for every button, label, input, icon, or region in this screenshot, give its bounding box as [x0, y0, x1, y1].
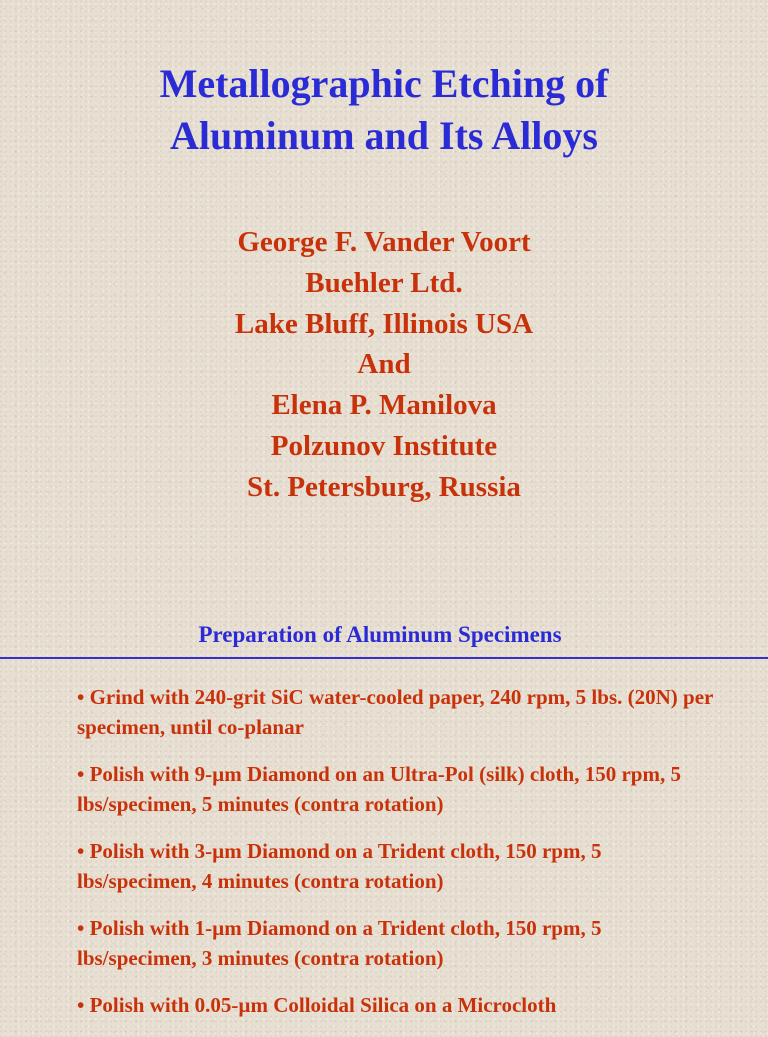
document-title — [0, 58, 768, 162]
preparation-slide — [0, 600, 768, 1024]
author-location: St. Petersburg, Russia — [247, 470, 521, 503]
bullet-item: • Polish with 3-µm Diamond on a Trident cloth, 150 rpm, 5 lbs/specimen, 4 minutes (contra rotation) — [77, 839, 602, 893]
author-affiliation: Buehler Ltd. — [305, 266, 463, 299]
bullet-item: • Polish with 9-µm Diamond on an Ultra-Pol (silk) cloth, 150 rpm, 5 lbs/specimen, 5 minutes (contra rotation) — [77, 762, 681, 816]
heading-divider — [0, 657, 768, 659]
author-location: Lake Bluff, Illinois USA — [234, 307, 534, 340]
author-name: George F. Vander Voort — [237, 226, 531, 258]
author-name: Elena P. Manilova — [271, 389, 497, 422]
author-block — [0, 222, 768, 508]
author-affiliation: Polzunov Institute — [270, 429, 498, 462]
bullet-item: • Grind with 240-grit SiC water-cooled paper, 240 rpm, 5 lbs. (20N) per specimen, until co-planar — [77, 685, 713, 739]
bullet-item: • Polish with 0.05-µm Colloidal Silica on a Microcloth — [77, 993, 557, 1017]
author-conjunction: And — [357, 348, 411, 381]
title-line: Aluminum and Its Alloys — [170, 113, 598, 158]
bullet-list — [77, 682, 717, 1037]
section-heading: Preparation of Aluminum Specimens — [198, 622, 562, 647]
title-line: Metallographic Etching of — [159, 61, 609, 106]
bullet-item: • Polish with 1-µm Diamond on a Trident cloth, 150 rpm, 5 lbs/specimen, 3 minutes (contra rotation) — [77, 916, 602, 970]
